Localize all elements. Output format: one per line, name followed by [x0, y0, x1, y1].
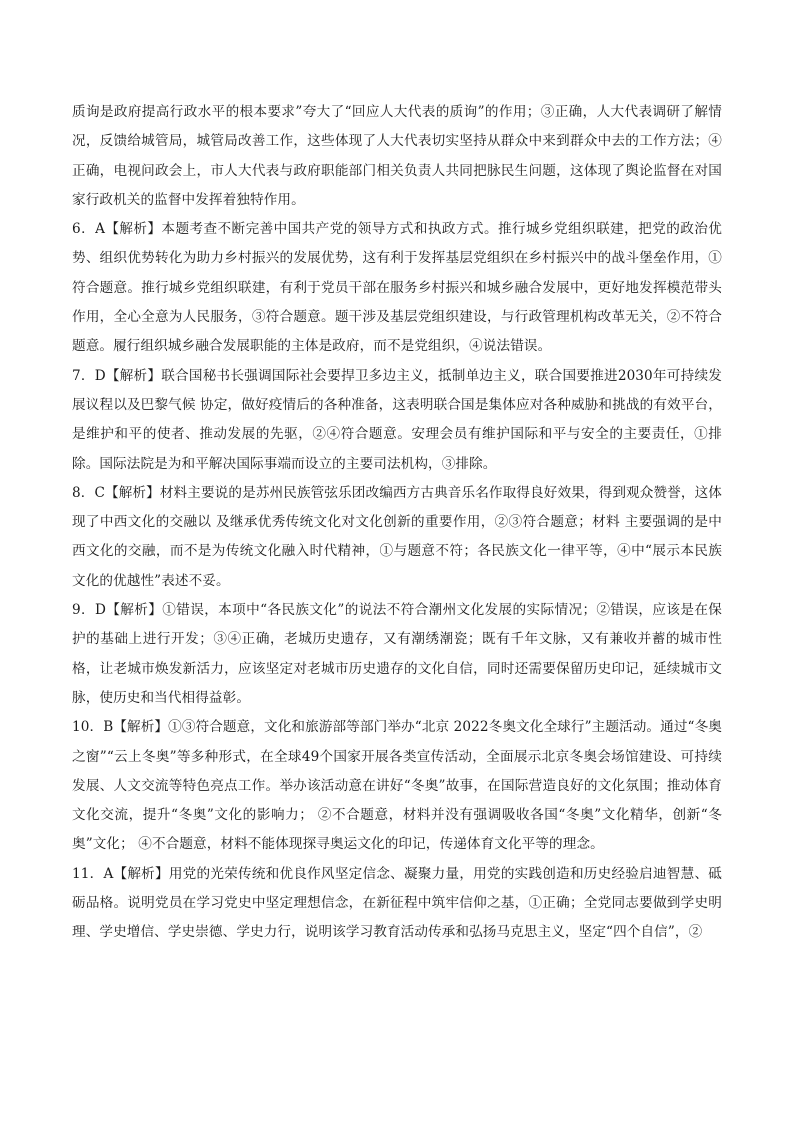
answer-11: 11．A【解析】用党的光荣传统和优良作风坚定信念、凝聚力量，用党的实践创造和历史经验启迪智慧、砥砺品格。说明党员在学习党史中坚定理想信念，在新征程中筑牢信仰之基，①正确；全党同志要做到学史明理、学史增信、学史崇德、学史力行，说明该学习教育活动传承和弘扬马克思主义，坚定“四个自信”，② [72, 865, 722, 941]
answer-8: 8．C【解析】材料主要说的是苏州民族管弦乐团改编西方古典音乐名作取得良好效果，得到观众赞誉，这体现了中西文化的交融以 及继承优秀传统文化对文化创新的重要作用，②③符合题意；材料 主要强调的是中西文化的交融，而不是为传统文化融入时代精神，①与题意不符；各民族文化一律平等，④中“展示本民族文化的优越性”表述不妥。 [72, 484, 722, 589]
answer-6: 6．A【解析】本题考查不断完善中国共产党的领导方式和执政方式。推行城乡党组织联建，把党的政治优势、组织优势转化为助力乡村振兴的发展优势，这有利于发挥基层党组织在乡村振兴中的战斗堡垒作用，①符合题意。推行城乡党组织联建，有利于党员干部在服务乡村振兴和城乡融合发展中，更好地发挥模范带头作用，全心全意为人民服务，③符合题意。题干涉及基层党组织建设，与行政管理机构改革无关，②不符合题意。履行组织城乡融合发展职能的主体是政府，而不是党组织，④说法错误。 [72, 221, 722, 355]
paragraph-continuation: 质询是政府提高行政水平的根本要求”夸大了“回应人大代表的质询”的作用；③正确，人大代表调研了解情况，反馈给城管局，城管局改善工作，这些体现了人大代表切实坚持从群众中来到群众中去的工作方法；④正确，电视问政会上，市人大代表与政府职能部门相关负责人共同把脉民生问题，这体现了舆论监督在对国家行政机关的监督中发挥着独特作用。 [72, 104, 722, 208]
answer-7: 7．D【解析】联合国秘书长强调国际社会要捍卫多边主义，抵制单边主义，联合国要推进2030年可持续发展议程以及巴黎气候 协定，做好疫情后的各种准备，这表明联合国是集体应对各种威胁和挑战的有效平台，是维护和平的使者、推动发展的先驱，②④符合题意。安理会员有维护国际和平与安全的主要责任，①排除。国际法院是为和平解决国际事端而设立的主要司法机构，③排除。 [72, 367, 722, 472]
answer-10: 10．B【解析】①③符合题意，文化和旅游部等部门举办“北京 2022冬奥文化全球行”主题活动。通过“冬奥之窗”“云上冬奥”等多种形式，在全球49个国家开展各类宣传活动，全面展示北京冬奥会场馆建设、可持续发展、人文交流等特色亮点工作。举办该活动意在讲好“冬奥”故事，在国际营造良好的文化氛围；推动体育文化交流，提升“冬奥”文化的影响力； ②不合题意，材料并没有强调吸收各国“冬奥”文化精华，创新“冬奥”文化； ④不合题意，材料不能体现探寻奥运文化的印记，传递体育文化平等的理念。 [72, 719, 722, 853]
answer-9: 9．D【解析】①错误，本项中“各民族文化”的说法不符合潮州文化发展的实际情况；②错误，应该是在保护的基础上进行开发；③④正确，老城历史遗存，又有潮绣潮瓷；既有千年文脉，又有兼收并蓄的城市性格，让老城市焕发新活力，应该坚定对老城市历史遗存的文化自信，同时还需要保留历史印记，延续城市文脉，使历史和当代相得益彰。 [72, 602, 722, 706]
answer-explanations [72, 98, 722, 948]
